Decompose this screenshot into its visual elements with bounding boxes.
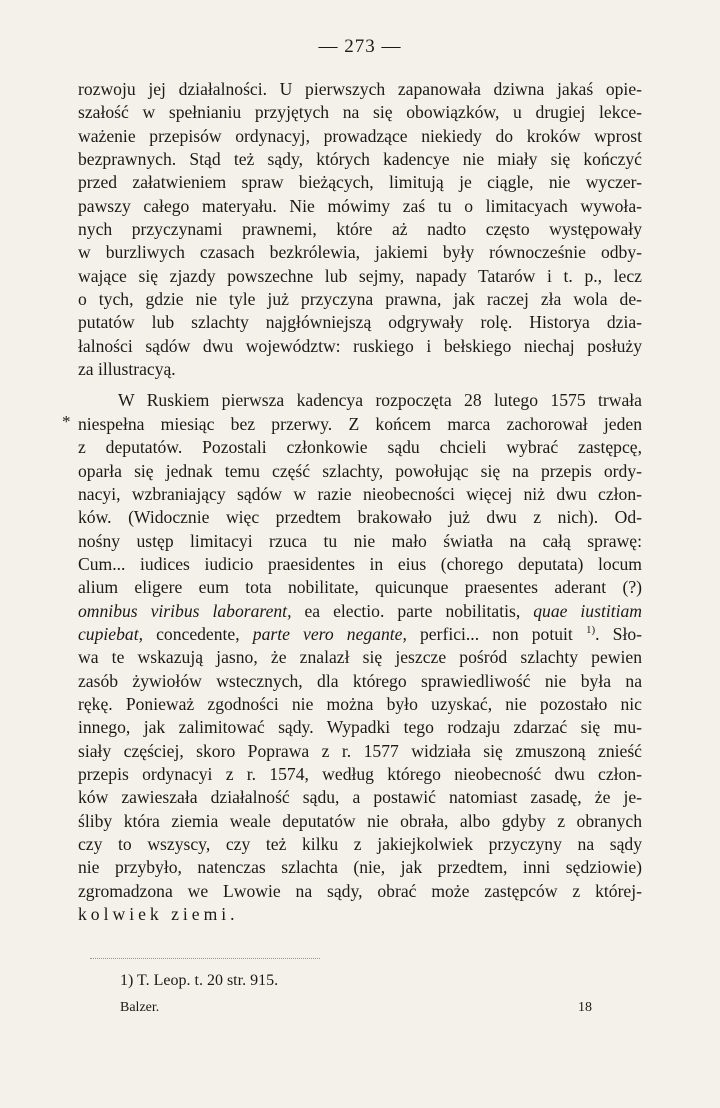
latin-phrase: parte vero negante, xyxy=(252,623,407,644)
text-line: ważenie przepisów ordynacyj, prowadzące niekiedy do kroków wprost xyxy=(78,125,642,146)
paragraph-2 xyxy=(78,389,642,926)
text-line: wające się zjazdy powszechne lub sejmy, napady Tatarów i t. p., lecz xyxy=(78,265,642,286)
text-line: nie przybyło, natenczas szlachta (nie, jak przedtem, inni sędziowie) xyxy=(78,857,642,878)
text-line: Cum... iudices iudicio praesidentes in eius (chorego deputata) locum xyxy=(78,553,642,574)
text-line: szałość w spełnianiu przyjętych na się obowiązków, u drugiej lekce- xyxy=(78,102,642,123)
text-line: nośny ustęp limitacyi rzuca tu nie mało światła na całą sprawę: xyxy=(78,530,642,551)
text-line: W Ruskiem pierwsza kadencya rozpoczęta 28 lutego 1575 trwała xyxy=(118,390,642,411)
text-line: putatów lub szlachty najgłówniejszą odgrywały rolę. Historya dzia- xyxy=(78,312,642,333)
text-line: o tych, gdzie nie tyle już przyczyna prawna, jak raczej zła wola de- xyxy=(78,289,642,310)
paragraph-1 xyxy=(78,78,642,381)
text-line: rękę. Ponieważ zgodności nie można było uzyskać, nie pozostało nic xyxy=(78,693,642,714)
text-line: innego, jak zalimitować sądy. Wypadki tego rodzaju zdarzać się mu- xyxy=(78,717,642,738)
text-line: czy to wszyscy, czy też kilku z jakiejkolwiek przyczyny na sądy xyxy=(78,834,642,854)
text-line: z deputatów. Pozostali członkowie sądu chcieli wybrać zastępcę, xyxy=(78,437,642,458)
text-line: zgromadzona we Lwowie na sądy, obrać może zastępców z której- xyxy=(78,880,642,901)
text-line: łalności sądów dwu województw: ruskiego i bełskiego niechaj posłuży xyxy=(78,335,642,356)
text-line: nacyi, wzbraniający sądów w razie nieobecności więcej niż dwu człon- xyxy=(78,483,642,504)
sheet-number: 18 xyxy=(578,1000,592,1015)
latin-text: concedente, xyxy=(142,623,253,644)
text-line: siały częściej, skoro Poprawa z r. 1577 widziała się zmuszoną znieść xyxy=(78,740,642,761)
text-line-italic-b xyxy=(78,623,642,646)
text-fragment: . Sło- xyxy=(595,623,642,644)
margin-mark: * xyxy=(62,412,71,431)
text-line: pawszy całego materyału. Nie mówimy zaś tu o limitacyach wywoła- xyxy=(78,195,642,216)
text-line: niespełna miesiąc bez przerwy. Z końcem marca zachorował jeden xyxy=(78,413,642,434)
text-line: bezprawnych. Stąd też sądy, których kadencye nie miały się kończyć xyxy=(78,149,642,170)
text-line: oparła się jednak temu część szlachty, powołując się na przepis ordy- xyxy=(78,460,642,481)
footnote-reference: 1) xyxy=(585,624,596,637)
footnote: 1) T. Leop. t. 20 str. 915. xyxy=(120,972,279,989)
text-line-spaced: kolwiek ziemi. xyxy=(78,904,239,925)
latin-text: ea electio. parte nobilitatis, xyxy=(291,600,534,621)
text-line: przepis ordynacyi z r. 1574, według którego nieobecność dwu człon- xyxy=(78,763,642,784)
footnote-divider xyxy=(90,958,320,959)
latin-phrase: quae iustitiam xyxy=(533,600,643,621)
text-line: w burzliwych czasach bezkrólewia, jakiemi były równocześnie odby- xyxy=(78,242,642,263)
text-line: ków zawieszała działalność sądu, a postawić natomiast zasadę, że je- xyxy=(78,787,642,808)
signature-author: Balzer. xyxy=(120,1000,160,1015)
text-line: ków. (Widocznie więc przedtem brakowało już dwu z nich). Od- xyxy=(78,507,642,528)
text-line: alium eligere eum tota nobilitate, quicunque praesentes aderant (?) xyxy=(78,577,642,598)
latin-phrase: cupiebat, xyxy=(78,623,143,644)
text-line: wa te wskazują jasno, że znalazł się jeszcze pośród szlachty pewien xyxy=(78,647,642,668)
text-line: nych przyczynami prawnemi, które aż nadto często występowały xyxy=(78,219,642,240)
text-line-italic-a xyxy=(78,600,642,623)
text-line: zasób żywiołów wstecznych, dla którego sprawiedliwość nie była na xyxy=(78,670,642,691)
text-line: śliby która ziemia weale deputatów nie obrała, albo gdyby z obranych xyxy=(78,810,642,831)
text-line: za illustracyą. xyxy=(78,359,176,380)
body-text xyxy=(78,78,642,926)
text-line: przed załatwieniem spraw bieżących, limitują je ciągle, nie wyczer- xyxy=(78,172,642,193)
page-number: — 273 — xyxy=(318,36,402,57)
latin-text: perfici... non potuit xyxy=(406,623,586,644)
text-line: rozwoju jej działalności. U pierwszych zapanowała dziwna jakaś opie- xyxy=(78,79,642,99)
latin-phrase: omnibus viribus laborarent, xyxy=(78,600,292,621)
